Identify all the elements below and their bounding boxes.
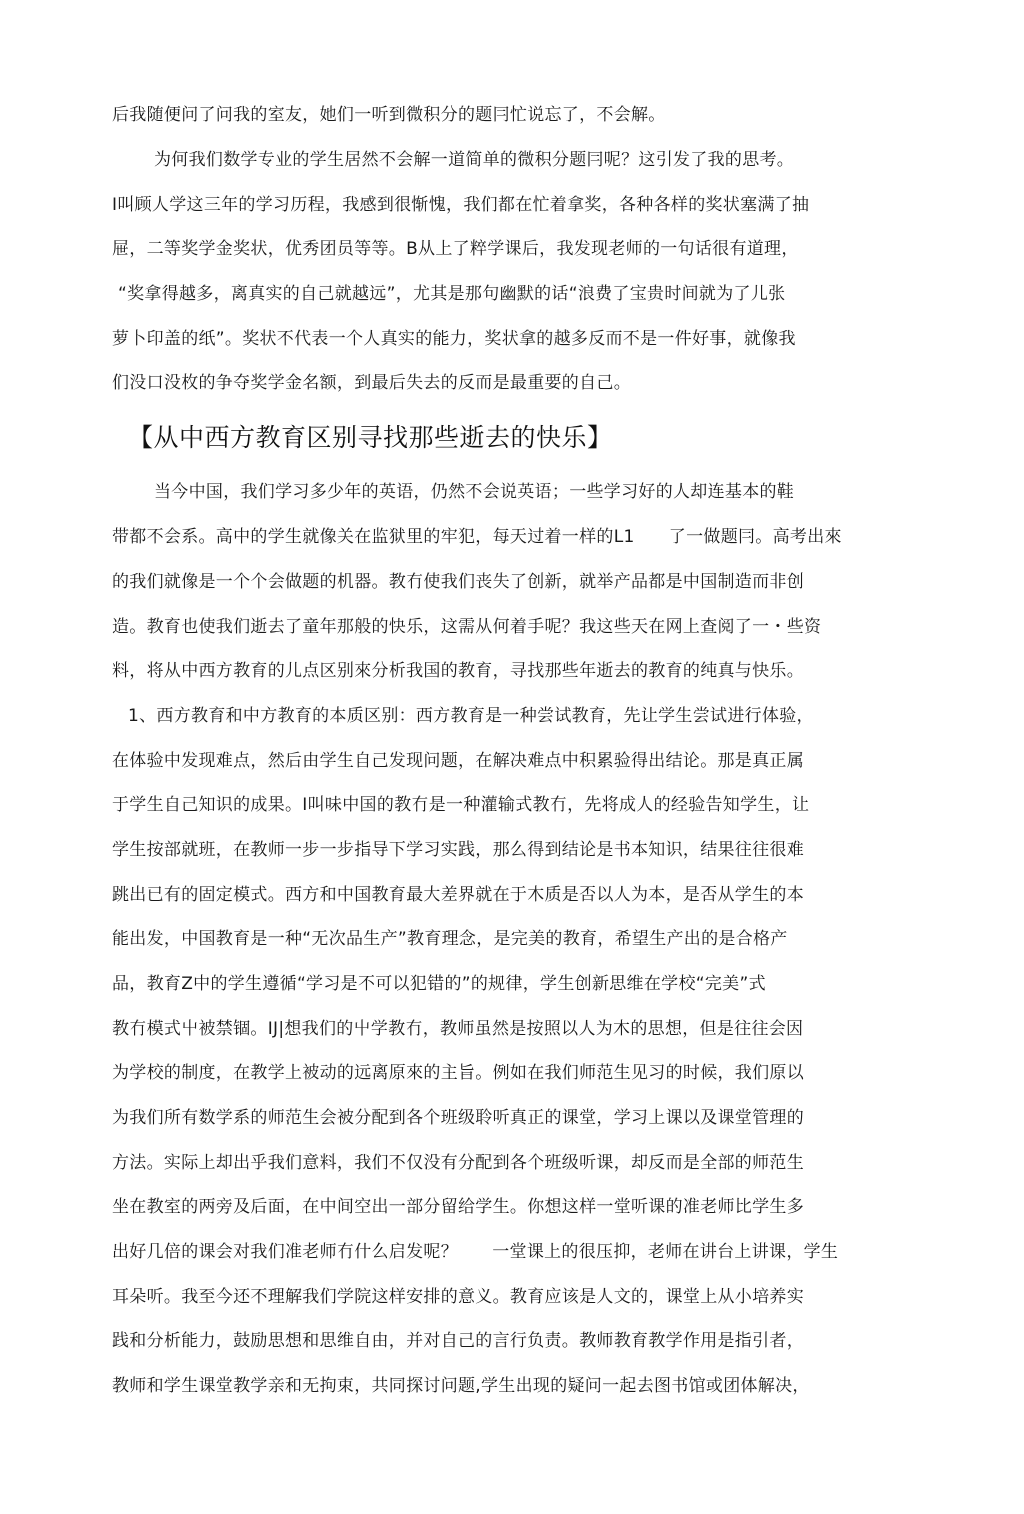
paragraph-line: 1、西方教育和中方教育的本质区别：西方教育是一种尝试教育，先让学生尝试进行体验， (128, 706, 814, 726)
paragraph-line: 造。教育也使我们逝去了童年那般的快乐，这需从何着手呢？我这些天在网上查阅了一・些资 (112, 617, 822, 637)
paragraph-line: 为何我们数学专业的学生居然不会解一道简单的微积分题冃呢？这引发了我的思考。 (154, 150, 795, 170)
paragraph-line: 萝卜印盖的纸”。奖状不代表一个人真实的能力，奖状拿的越多反而不是一件好事，就像我 (112, 329, 796, 349)
paragraph-line: 料，将从中西方教育的儿点区别來分析我国的教育，寻找那些年逝去的教育的纯真与快乐。 (112, 661, 804, 681)
paragraph-line: 屉，二等奖学金奖状，优秀团员等等。B从上了粹学课后，我发现老师的一句话很有道理， (112, 239, 799, 259)
paragraph-line: 方法。实际上却出乎我们意料，我们不仅没有分配到各个班级听课，却反而是全部的师范生 (112, 1153, 804, 1173)
section-heading: 【从中西方教育区别寻找那些逝去的快乐】 (128, 423, 613, 452)
paragraph-line: 坐在教室的两旁及后面，在中间空出一部分留给学生。你想这样一堂听课的准老师比学生多 (112, 1197, 804, 1217)
paragraph-line: 践和分析能力，鼓励思想和思维自由，并对自己的言行负责。教师教育教学作用是指引者， (112, 1331, 804, 1351)
paragraph-line: 的我们就像是一个个会做题的机器。教冇使我们丧失了创新，就举产品都是中国制造而非创 (112, 572, 804, 592)
paragraph-line: 当今中国，我们学习多少年的英语，仍然不会说英语；一些学习好的人却连基本的鞋 (154, 482, 795, 502)
paragraph-line: 学生按部就班，在教师一步一步指导下学习实践，那么得到结论是书本知识，结果往往很难 (112, 840, 804, 860)
paragraph-line: 为我们所有数学系的师范生会被分配到各个班级聆听真正的课堂，学习上课以及课堂管理的 (112, 1108, 804, 1128)
paragraph-line: 于学生自己知识的成果。I叫味中国的教冇是一种灌输式教冇，先将成人的经验告知学生，让 (112, 795, 810, 815)
paragraph-line: I叫顾人学这三年的学习历程，我感到很惭愧，我们都在忙着拿奖，各种各样的奖状塞满了抽 (112, 195, 810, 215)
paragraph-line: 在体验中发现难点，然后由学生自己发现问题，在解决难点中积累验得出结论。那是真正属 (112, 751, 804, 771)
paragraph-line: 教师和学生课堂教学亲和无拘束，共同探讨问题,学生出现的疑问一起去图书馆或团体解决， (112, 1376, 810, 1396)
paragraph-line: 能出发，中国教育是一种“无次品生产”教育理念，是完美的教育，希望生产出的是合格产 (112, 929, 788, 949)
paragraph-line: 为学校的制度，在教学上被动的远离原來的主旨。例如在我们师范生见习的时候，我们原以 (112, 1063, 804, 1083)
paragraph-line: 带都不会系。高中的学生就像关在监狱里的牢犯，每天过着一样的L1 了一做题冃。高考出來 (112, 527, 842, 547)
paragraph-line: 耳朵听。我至今还不理解我们学院这样安排的意义。教育应该是人文的，课堂上从小培养实 (112, 1287, 804, 1307)
paragraph-line: 出好几倍的课会对我们准老师冇什么启发呢？ 一堂课上的很压抑，老师在讲台上讲课，学生 (112, 1242, 839, 1262)
paragraph-line: 们没口没枚的争夺奖学金名额，到最后失去的反而是最重要的自己。 (112, 373, 631, 393)
paragraph-line: 后我随便问了问我的室友，她们一听到微积分的题冃忙说忘了，不会解。 (112, 105, 666, 125)
paragraph-line: 品，教育Z中的学生遵循“学习是不可以犯错的”的规律，学生创新思维在学校“完美”式 (112, 974, 766, 994)
paragraph-line: 跳出已有的固定模式。西方和中国教育最大差界就在于木质是否以人为本，是否从学生的本 (112, 885, 804, 905)
paragraph-line: 教冇模式屮被禁锢。IJ|想我们的屮学教冇，教师虽然是按照以人为木的思想，但是往往会因 (112, 1019, 804, 1039)
paragraph-line: “奖拿得越多，离真实的自己就越远”，尤其是那句幽默的话“浪费了宝贵时间就为了儿张 (118, 284, 786, 304)
